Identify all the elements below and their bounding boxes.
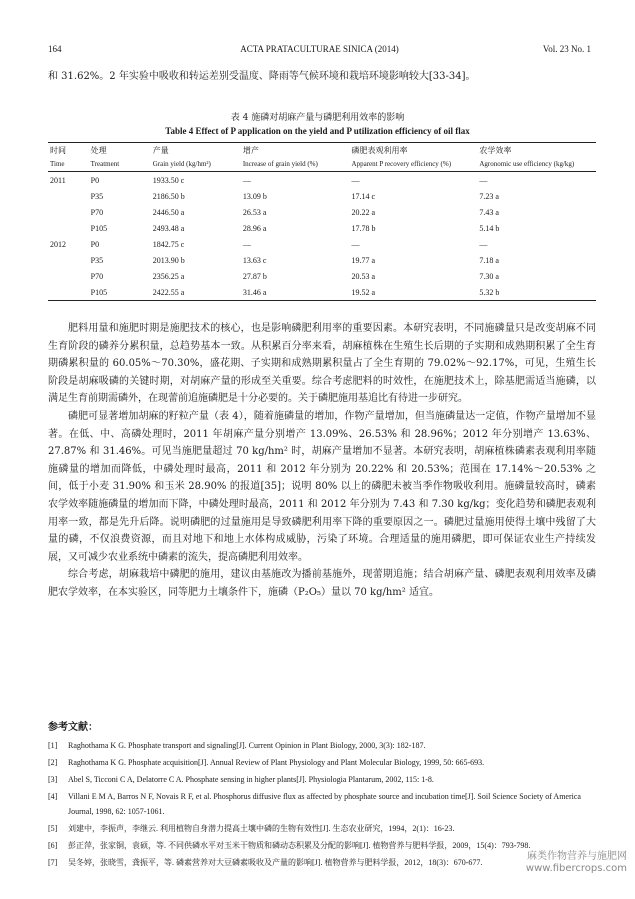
results-table: [48, 142, 596, 301]
reference-text: 彭正萍，张家铜，袁硕，等. 不同供磷水平对玉米干物质和磷动态积累及分配的影响[J]. 植物营养与肥料学报，2009，15(4)：793-798.: [68, 841, 531, 850]
reference-text: Raghothama K G. Phosphate transport and signaling[J]. Current Opinion in Plant Biology, 2000, 3(3): 182-187.: [68, 741, 426, 750]
header-treatment-en: Treatment: [89, 157, 151, 172]
paragraph: 磷肥可显著增加胡麻的籽粒产量（表 4），随着施磷量的增加，作物产量增加，但当施磷量达一定值，作物产量增加不显著。在低、中、高磷处理时，2011 年胡麻产量分别增产 13.09%、26.53% 和 28.96%；2012 年分别增产 13.63%、27.87% 和 31.46%。可见当施肥量超过 70 kg/hm² 时，胡麻产量增加不显著。本研究表明，胡麻植株磷素表观利用率随施磷量的增加而降低，中磷处理时最高，2011 和 2012 年分别为 20.22% 和 20.53%；范围在 17.14%～20.53% 之间，低于小麦 31.90% 和玉米 28.90% 的报道[35]；说明 80% 以上的磷肥未被当季作物吸收利用。施磷量较高时，磷素农学效率随施磷量的增加而下降，中磷处理时最高，2011 和 2012 年分别为 7.43 和 7.30 kg/kg；变化趋势和磷肥表观利用率一致，都是先升后降。说明磷肥的过量施用是导致磷肥利用率下降的重要原因之一。磷肥过量施用使得土壤中残留了大量的磷，不仅浪费资源，而且对地下和地上水体构成威胁，污染了环境。合理适量的施用磷肥，即可保证农业生产持续发展，又可减少农业系统中磷素的流失，提高磷肥利用效率。: [48, 410, 596, 563]
table-cell-increase: —: [242, 175, 251, 185]
header-time-en: Time: [48, 157, 89, 172]
table-cell-agronomic: —: [479, 175, 488, 185]
table-row: [48, 284, 596, 301]
reference-item: [48, 772, 596, 787]
reference-text: 刘建中，李振声，李继云. 利用植物自身潜力提高土壤中磷的生物有效性[J]. 生态农业研究，1994，2(1)：16-23.: [68, 824, 455, 833]
header-increase: 增产: [241, 143, 350, 158]
table-cell-agronomic: —: [479, 239, 488, 249]
reference-text: Abel S, Ticconi C A, Delatorre C A. Phosphate sensing in higher plants[J]. Physiologia Plantarum, 2002, 115: 1-8.: [68, 775, 434, 784]
reference-number: [4]: [48, 792, 58, 801]
header-treatment: 处理: [89, 143, 151, 158]
table-cell-increase: 27.87 b: [242, 271, 267, 281]
reference-text: Raghothama K G. Phosphate acquisition[J]. Annual Review of Plant Physiology and Plant Molecular Biology, 1999, 50: 665-693.: [68, 758, 485, 767]
table-cell-yield: 2356.25 a: [152, 271, 185, 281]
table-cell-yield: 2446.50 a: [152, 207, 185, 217]
table-cell-recovery: —: [351, 239, 360, 249]
table-cell-treatment: P70: [90, 207, 104, 217]
header-yield: 产量: [151, 143, 241, 158]
reference-number: [1]: [48, 741, 58, 750]
table-cell-treatment: P70: [90, 271, 104, 281]
table-caption-en: Table 4 Effect of P application on the yield and P utilization efficiency of oil flax: [165, 126, 470, 136]
table-cell-year: 2011: [50, 175, 66, 185]
page-number: 164: [48, 44, 62, 54]
running-header: [48, 44, 591, 58]
table-cell-yield: 2422.55 a: [151, 284, 241, 301]
header-yield-en: Grain yield (kg/hm²): [151, 157, 241, 172]
table-row: [48, 204, 596, 220]
table-row: [48, 268, 596, 284]
table-cell-increase: 28.96 a: [242, 223, 267, 233]
table-cell-yield: 2186.50 b: [152, 191, 185, 201]
reference-text: 吴冬婷，张晓雪，龚振平，等. 磷素营养对大豆磷素吸收及产量的影响[J]. 植物营养与肥料学报，2012，18(3)：670-677.: [68, 858, 483, 867]
table-cell-treatment: P0: [90, 239, 100, 249]
table-cell-treatment: P0: [90, 175, 100, 185]
table-cell-yield: 1933.50 c: [152, 175, 185, 185]
table-row: [48, 236, 596, 252]
table-cell-yield: 2013.90 b: [152, 255, 185, 265]
reference-number: [3]: [48, 775, 58, 784]
header-agronomic-en: Agronomic use efficiency (kg/kg): [477, 157, 596, 172]
header-time: 时间: [48, 143, 89, 158]
table-cell-recovery: 17.78 b: [351, 223, 376, 233]
table-cell-agronomic: 7.18 a: [479, 255, 499, 265]
references-list: [48, 738, 596, 872]
discussion-section: [48, 320, 596, 602]
header-recovery: 磷肥表观利用率: [350, 143, 478, 158]
reference-number: [6]: [48, 841, 58, 850]
table-cell-year: [48, 220, 89, 236]
table-cell-year: [48, 284, 89, 301]
table-cell-treatment: P105: [89, 284, 151, 301]
table-row: [48, 172, 596, 189]
table-cell-recovery: 19.52 a: [350, 284, 478, 301]
reference-number: [7]: [48, 858, 58, 867]
reference-text: Villani E M A, Barros N F, Novais R F, et al. Phosphorus diffusive flux as affected by phosphate source and incubation time[J]. Soil Science Society of America Journal, 1998, 62: 1057-1061.: [68, 792, 581, 816]
volume-info: Vol. 23 No. 1: [542, 44, 591, 54]
reference-item: [48, 755, 596, 770]
table-cell-recovery: 20.53 a: [351, 271, 376, 281]
table-header-en: [48, 157, 596, 172]
intro-text: 和 31.62%。2 年实验中吸收和转运差别受温度、降雨等气候环境和栽培环境影响较大[33-34]。: [48, 71, 476, 82]
header-increase-en: Increase of grain yield (%): [241, 157, 350, 172]
table-cell-treatment: P35: [90, 255, 104, 265]
paragraph: 综合考虑，胡麻栽培中磷肥的施用，建议由基施改为播前基施外，现蕾期追施；结合胡麻产量、磷肥表观利用效率及磷肥农学效率，在本实验区，同等肥力土壤条件下，施磷（P₂O₅）量以 70 kg/hm² 适宜。: [48, 569, 596, 598]
table-cell-increase: 13.63 c: [242, 255, 267, 265]
watermark-line2: www.fibercrops.com: [525, 863, 627, 874]
table-cell-recovery: 20.22 a: [351, 207, 376, 217]
table-cell-yield: 1842.75 c: [152, 239, 185, 249]
table-cell-year: [48, 268, 89, 284]
reference-item: [48, 838, 596, 853]
references-title: 参考文献：: [48, 722, 98, 733]
reference-number: [2]: [48, 758, 58, 767]
table-cell-year: [48, 204, 89, 220]
header-recovery-en: Apparent P recovery efficiency (%): [350, 157, 478, 172]
table-cell-increase: —: [242, 239, 251, 249]
table-cell-agronomic: 7.23 a: [479, 191, 499, 201]
table-row: [48, 252, 596, 268]
table-cell-increase: 26.53 a: [242, 207, 267, 217]
journal-name: ACTA PRATACULTURAE SINICA (2014): [240, 44, 399, 54]
paragraph: 肥料用量和施肥时期是施肥技术的核心，也是影响磷肥利用率的重要因素。本研究表明，不同施磷量只是改变胡麻不同生育阶段的磷养分累积量，总趋势基本一致。从积累百分率来看，胡麻植株在生殖生长后期的子实期和成熟期积累了全生育期磷累积量的 60.05%～70.30%，盛花期、子实期和成熟期累积量占了全生育期的 79.02%～92.17%，可见，生殖生长阶段是胡麻吸磷的关键时期，对胡麻产量的形成至关重要。综合考虑肥料的时效性，在施肥技术上，除基肥需适当施磷，以满足生育前期需磷外，在现蕾前追施磷肥是十分必要的。关于磷肥施用基追比有待进一步研究。: [48, 323, 596, 405]
table-cell-treatment: P105: [90, 223, 108, 233]
table-cell-agronomic: 7.43 a: [479, 207, 499, 217]
table-header-cn: [48, 143, 596, 158]
table-cell-recovery: —: [351, 175, 360, 185]
table-body: [48, 172, 596, 301]
table-cell-recovery: 19.77 a: [351, 255, 376, 265]
table-cell-year: 2012: [50, 239, 66, 249]
table-cell-yield: 2493.48 a: [152, 223, 185, 233]
reference-item: [48, 738, 596, 753]
table-cell-agronomic: 7.30 a: [479, 271, 499, 281]
table-caption-cn: 表 4 施磷对胡麻产量与磷肥利用效率的影响: [230, 113, 405, 123]
table-cell-agronomic: 5.32 b: [477, 284, 596, 301]
table-cell-year: [48, 252, 89, 268]
table-cell-agronomic: 5.14 b: [479, 223, 500, 233]
table-cell-recovery: 17.14 c: [351, 191, 376, 201]
table-cell-treatment: P35: [90, 191, 104, 201]
watermark: [526, 851, 627, 875]
table-row: [48, 188, 596, 204]
table-cell-year: [48, 188, 89, 204]
reference-item: [48, 821, 596, 836]
table-cell-increase: 13.09 b: [242, 191, 267, 201]
watermark-line1: 麻类作物营养与施肥网: [527, 851, 627, 862]
table-row: [48, 220, 596, 236]
reference-item: [48, 789, 596, 819]
reference-item: [48, 855, 596, 870]
reference-number: [5]: [48, 824, 58, 833]
header-agronomic: 农学效率: [477, 143, 596, 158]
table-cell-increase: 31.46 a: [241, 284, 350, 301]
